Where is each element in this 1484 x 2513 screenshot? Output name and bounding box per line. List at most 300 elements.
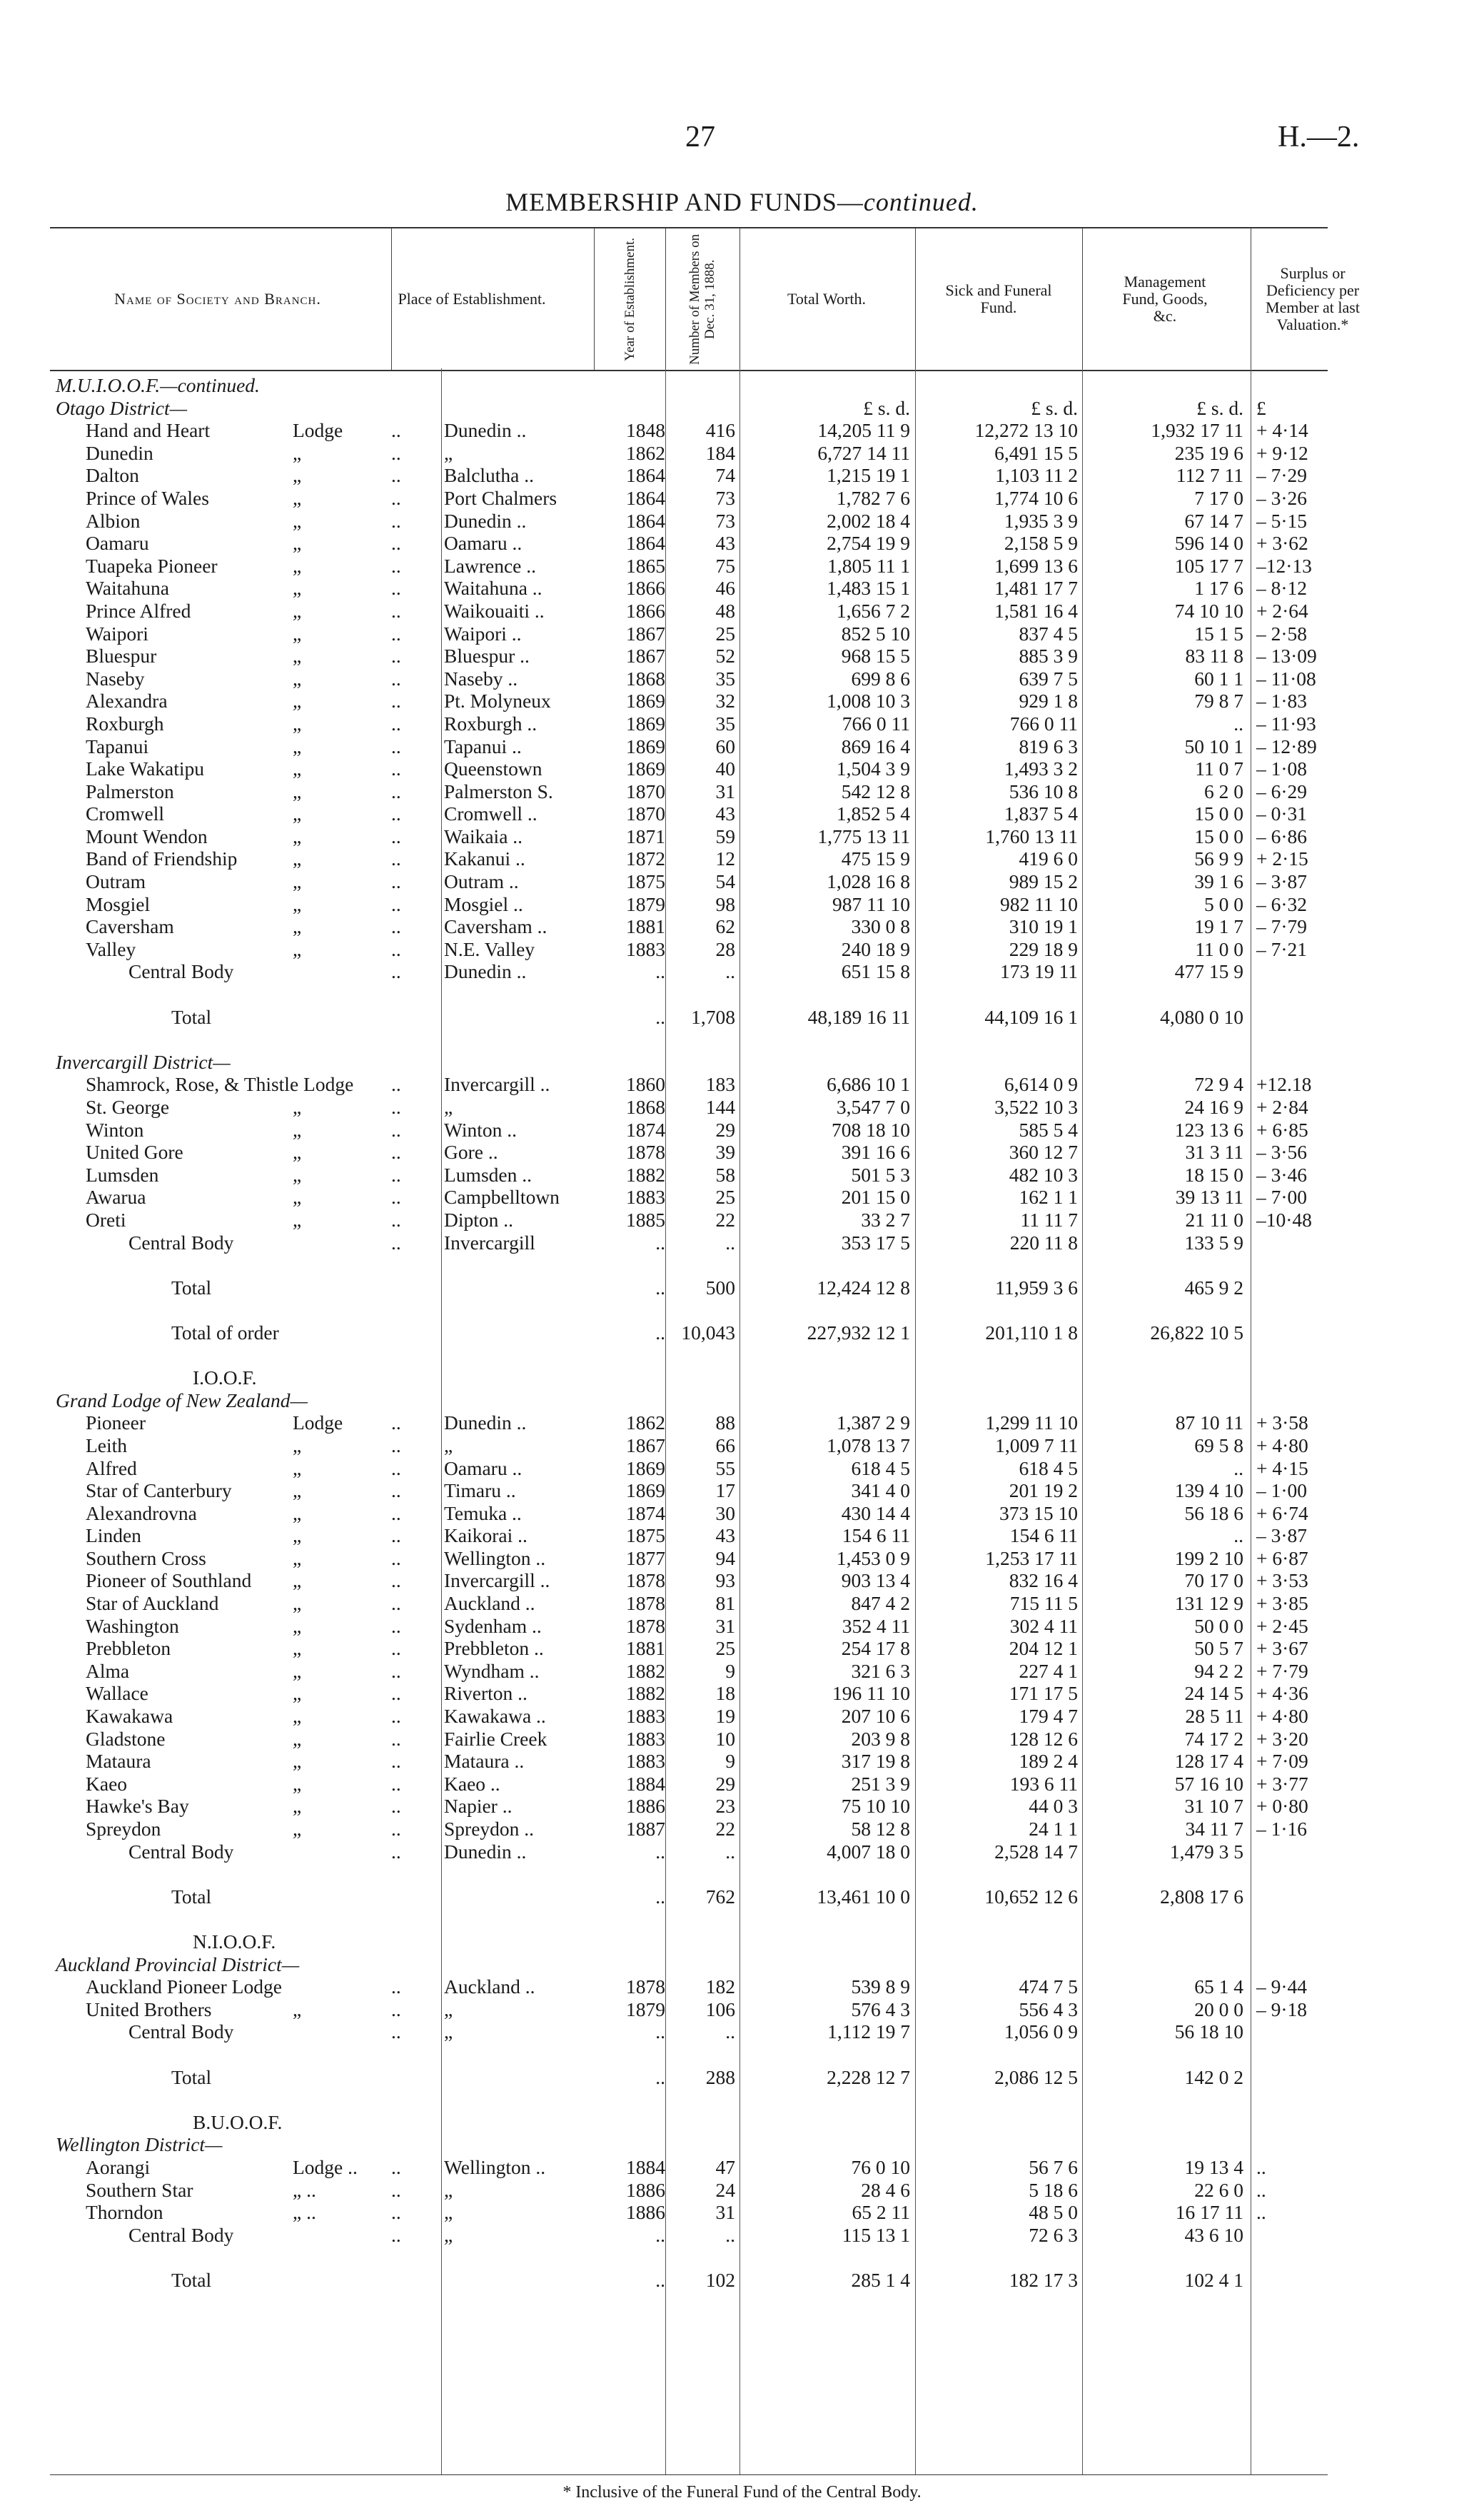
total-row (50, 2066, 1328, 2089)
cell-mf: 26,822 10 5 (1150, 1321, 1243, 1344)
header-place: Place of Establishment. (398, 290, 546, 308)
cell-name: Dunedin (86, 441, 153, 464)
table-row (50, 1299, 1328, 1321)
cell-mem: 40 (715, 757, 735, 780)
cell-sd: £ (1256, 396, 1266, 419)
leader-dots: .. (391, 1592, 401, 1615)
cell-place: Timaru .. (444, 1479, 516, 1502)
cell-mf: 15 1 5 (1194, 622, 1243, 645)
cell-name: Tapanui (86, 735, 149, 757)
table-row (50, 668, 1328, 690)
cell-name: Auckland Provincial District— (56, 1953, 300, 1975)
cell-tw: 203 9 8 (851, 1727, 910, 1750)
table-row (50, 1096, 1328, 1119)
cell-sd: – 3·46 (1256, 1163, 1308, 1186)
leader-dots: .. (391, 802, 401, 825)
leader-dots: .. (391, 1208, 401, 1231)
cell-mf: 15 0 0 (1194, 825, 1243, 847)
cell-tw: 501 5 3 (851, 1163, 910, 1186)
leader-dots: .. (391, 735, 401, 757)
cell-mem: 54 (715, 870, 735, 893)
cell-mf: .. (1233, 1524, 1243, 1547)
cell-mem: 73 (715, 509, 735, 532)
cell-name: Pioneer of Southland (86, 1569, 252, 1592)
cell-mem: 48 (715, 599, 735, 622)
cell-mem: 144 (705, 1096, 735, 1118)
cell-name: Awarua (86, 1186, 146, 1209)
table-row (50, 1344, 1328, 1367)
cell-mem: 500 (705, 1276, 735, 1299)
cell-sf: 6,614 0 9 (1004, 1073, 1078, 1096)
cell-mf: 65 1 4 (1194, 1975, 1243, 1998)
cell-sd: + 2·45 (1256, 1614, 1308, 1637)
table-row (50, 1908, 1328, 1930)
leader-dots: .. (391, 1637, 401, 1660)
cell-place: Dunedin .. (444, 509, 527, 532)
cell-mf: 139 4 10 (1174, 1479, 1243, 1502)
cell-place: „ (444, 2020, 453, 2043)
cell-sd: – 1·00 (1256, 1479, 1308, 1502)
cell-name: Total (171, 2065, 212, 2088)
cell-mem: 39 (715, 1141, 735, 1164)
leader-dots: .. (391, 1073, 401, 1096)
cell-mf: 19 13 4 (1184, 2155, 1243, 2178)
cell-tw: 251 3 9 (851, 1772, 910, 1795)
cell-mf: 56 9 9 (1194, 847, 1243, 870)
cell-sf: 44 0 3 (1029, 1795, 1078, 1818)
cell-mf: 24 14 5 (1184, 1682, 1243, 1705)
cell-sd: + 3·53 (1256, 1569, 1308, 1592)
leader-dots: .. (391, 509, 401, 532)
cell-sd: – 2·58 (1256, 622, 1308, 645)
cell-place: Balclutha .. (444, 464, 535, 487)
cell-place: „ (444, 441, 453, 464)
cell-tw: 154 6 11 (842, 1524, 910, 1547)
leader-dots: .. (391, 1705, 401, 1728)
cell-place: Invercargill .. (444, 1073, 550, 1096)
cell-sd: – 3·56 (1256, 1141, 1308, 1164)
cell-mf: 43 6 10 (1184, 2223, 1243, 2246)
cell-mf: 2,808 17 6 (1160, 1885, 1243, 1908)
table-row (50, 1795, 1328, 1818)
cell-mem: 182 (705, 1975, 735, 1998)
header-worth: Total Worth. (787, 290, 866, 308)
cell-sf: 220 11 8 (1009, 1231, 1078, 1254)
cell-lodge: „ (293, 1569, 302, 1592)
cell-sf: 360 12 7 (1009, 1141, 1078, 1164)
cell-sf: 1,581 16 4 (994, 599, 1078, 622)
cell-tw: 430 14 4 (841, 1501, 910, 1524)
cell-tw: 352 4 11 (842, 1614, 910, 1637)
cell-mem: 73 (715, 486, 735, 509)
cell-year: 1883 (626, 1186, 665, 1209)
cell-sf: 819 6 3 (1019, 735, 1078, 757)
cell-lodge: Lodge (293, 1411, 343, 1434)
cell-lodge: „ (293, 735, 302, 757)
cell-tw: 852 5 10 (841, 622, 910, 645)
cell-sd: +12.18 (1256, 1073, 1312, 1096)
table-row (50, 1728, 1328, 1751)
cell-mf: 74 17 2 (1184, 1727, 1243, 1750)
cell-year: 1883 (626, 937, 665, 960)
leader-dots: .. (391, 2155, 401, 2178)
cell-name: Winton (86, 1118, 144, 1141)
cell-place: „ (444, 1998, 453, 2020)
cell-lodge: „ (293, 464, 302, 487)
cell-sf: 3,522 10 3 (994, 1096, 1078, 1118)
cell-mf: 7 17 0 (1194, 486, 1243, 509)
cell-mf: £ s. d. (1196, 396, 1243, 419)
leader-dots: .. (391, 1141, 401, 1164)
cell-mf: 5 0 0 (1204, 892, 1243, 915)
cell-year: 1865 (626, 554, 665, 577)
leader-dots: .. (391, 464, 401, 487)
cell-year: .. (655, 2020, 665, 2043)
table-row (50, 1073, 1328, 1096)
cell-sd: – 13·09 (1256, 645, 1317, 668)
cell-lodge: „ (293, 1750, 302, 1773)
cell-mem: 9 (725, 1659, 735, 1682)
cell-mem: 31 (715, 1614, 735, 1637)
section-heading (50, 2111, 1328, 2134)
cell-sd: – 1·83 (1256, 690, 1308, 712)
cell-tw: 539 8 9 (851, 1975, 910, 1998)
table-row (50, 1186, 1328, 1209)
cell-mf: 83 11 8 (1185, 645, 1243, 668)
cell-lodge: „ (293, 1163, 302, 1186)
leader-dots: .. (391, 1818, 401, 1840)
cell-place: Kakanui .. (444, 847, 525, 870)
leader-dots: .. (391, 1479, 401, 1502)
cell-name: Pioneer (86, 1411, 146, 1434)
cell-place: Sydenham .. (444, 1614, 542, 1637)
cell-mem: 52 (715, 645, 735, 668)
cell-sd: + 3·62 (1256, 532, 1308, 555)
cell-name: Gladstone (86, 1727, 166, 1750)
cell-mem: 12 (715, 847, 735, 870)
cell-mem: 22 (715, 1818, 735, 1840)
cell-place: Lumsden .. (444, 1163, 532, 1186)
cell-year: 1872 (626, 847, 665, 870)
cell-mem: 47 (715, 2155, 735, 2178)
cell-year: 1868 (626, 1096, 665, 1118)
cell-mem: 25 (715, 622, 735, 645)
table-row (50, 1818, 1328, 1840)
table-row (50, 960, 1328, 983)
cell-sd: – 5·15 (1256, 509, 1308, 532)
leader-dots: .. (391, 1750, 401, 1773)
cell-sf: 639 7 5 (1019, 667, 1078, 690)
cell-tw: 240 18 9 (841, 937, 910, 960)
cell-mem: 31 (715, 2201, 735, 2224)
cell-mem: 19 (715, 1705, 735, 1728)
cell-name: United Brothers (86, 1998, 212, 2020)
cell-tw: 1,078 13 7 (827, 1434, 910, 1456)
table-row (50, 2246, 1328, 2269)
table-row (50, 1547, 1328, 1570)
cell-mf: 39 13 11 (1175, 1186, 1243, 1209)
cell-name: Central Body (128, 1231, 234, 1254)
cell-name: Lake Wakatipu (86, 757, 205, 780)
cell-name: Alexandra (86, 690, 168, 712)
cell-mem: 183 (705, 1073, 735, 1096)
leader-dots: .. (391, 2223, 401, 2246)
cell-sf: 2,158 5 9 (1004, 532, 1078, 555)
cell-lodge: „ (293, 757, 302, 780)
cell-mem: 29 (715, 1772, 735, 1795)
cell-sd: – 9·18 (1256, 1998, 1308, 2020)
cell-mf: 24 16 9 (1184, 1096, 1243, 1118)
cell-sd: + 4·80 (1256, 1705, 1308, 1728)
cell-lodge: „ (293, 667, 302, 690)
cell-lodge: „ (293, 1727, 302, 1750)
cell-year: 1878 (626, 1141, 665, 1164)
section-heading (50, 1051, 1328, 1074)
table-row (50, 555, 1328, 578)
cell-place: Dunedin .. (444, 1411, 527, 1434)
cell-mf: 18 15 0 (1184, 1163, 1243, 1186)
cell-sf: 12,272 13 10 (974, 419, 1078, 442)
cell-lodge: „ .. (293, 2178, 316, 2201)
cell-mf: 16 17 11 (1175, 2201, 1243, 2224)
cell-tw: 14,205 11 9 (817, 419, 910, 442)
cell-place: Napier .. (444, 1795, 513, 1818)
cell-place: Caversham .. (444, 915, 547, 938)
cell-sf: 171 17 5 (1009, 1682, 1078, 1705)
table-row (50, 577, 1328, 600)
cell-year: 1874 (626, 1501, 665, 1524)
title-main: MEMBERSHIP AND FUNDS— (505, 188, 864, 216)
cell-tw: 341 4 0 (851, 1479, 910, 1502)
cell-lodge: „ (293, 441, 302, 464)
cell-place: Dunedin .. (444, 960, 527, 983)
cell-name: Total (171, 1276, 212, 1299)
table-row (50, 2201, 1328, 2224)
cell-mem: 35 (715, 712, 735, 735)
table-row (50, 2224, 1328, 2247)
cell-mem: 43 (715, 532, 735, 555)
cell-mem: 762 (705, 1885, 735, 1908)
cell-mem: 18 (715, 1682, 735, 1705)
cell-sf: 162 1 1 (1019, 1186, 1078, 1209)
table-row (50, 1119, 1328, 1142)
cell-sf: 929 1 8 (1019, 690, 1078, 712)
cell-place: Roxburgh .. (444, 712, 537, 735)
cell-sf: 715 11 5 (1009, 1592, 1078, 1615)
table-row (50, 1773, 1328, 1796)
cell-sd: – 1·08 (1256, 757, 1308, 780)
cell-mem: .. (725, 1231, 735, 1254)
cell-mf: 79 8 7 (1194, 690, 1243, 712)
cell-sf: 44,109 16 1 (984, 1005, 1078, 1028)
cell-place: Riverton .. (444, 1682, 528, 1705)
cell-sf: 201 19 2 (1009, 1479, 1078, 1502)
cell-year: 1862 (626, 441, 665, 464)
cell-name: Total (171, 1005, 212, 1028)
cell-mem: 102 (705, 2268, 735, 2291)
cell-place: Dunedin .. (444, 1840, 527, 1863)
cell-year: .. (655, 1276, 665, 1299)
cell-name: Linden (86, 1524, 141, 1547)
cell-name: Total of order (171, 1321, 279, 1344)
cell-year: 1886 (626, 1795, 665, 1818)
cell-tw: 2,002 18 4 (827, 509, 910, 532)
cell-lodge: „ (293, 1141, 302, 1164)
cell-tw: 1,453 0 9 (836, 1546, 910, 1569)
cell-place: Wellington .. (444, 2155, 546, 2178)
leader-dots: .. (391, 780, 401, 802)
cell-tw: 48,189 16 11 (807, 1005, 910, 1028)
table-row (50, 419, 1328, 442)
cell-sf: 1,935 3 9 (1004, 509, 1078, 532)
cell-mem: 60 (715, 735, 735, 757)
table-row (50, 757, 1328, 780)
cell-sf: 1,299 11 10 (985, 1411, 1078, 1434)
cell-sd: + 9·12 (1256, 441, 1308, 464)
cell-year: 1864 (626, 464, 665, 487)
table-row (50, 802, 1328, 825)
cell-lodge: „ (293, 780, 302, 802)
leader-dots: .. (391, 599, 401, 622)
cell-name: Leith (86, 1434, 128, 1456)
cell-sd: + 4·36 (1256, 1682, 1308, 1705)
cell-tw: 3,547 7 0 (836, 1096, 910, 1118)
leader-dots: .. (391, 532, 401, 555)
cell-sf: 11 11 7 (1020, 1208, 1078, 1231)
leader-dots: .. (391, 757, 401, 780)
cell-sf: 885 3 9 (1019, 645, 1078, 668)
total-row (50, 1006, 1328, 1029)
cell-sd: + 0·80 (1256, 1795, 1308, 1818)
cell-sf: 310 19 1 (1009, 915, 1078, 938)
cell-year: 1874 (626, 1118, 665, 1141)
cell-name: Roxburgh (86, 712, 164, 735)
cell-tw: 353 17 5 (841, 1231, 910, 1254)
leader-dots: .. (391, 622, 401, 645)
leader-dots: .. (391, 712, 401, 735)
cell-name: Prince of Wales (86, 486, 209, 509)
cell-place: Queenstown (444, 757, 542, 780)
total-row (50, 2269, 1328, 2292)
cell-mem: 94 (715, 1546, 735, 1569)
cell-mem: 9 (725, 1750, 735, 1773)
cell-name: United Gore (86, 1141, 183, 1164)
leader-dots: .. (391, 1682, 401, 1705)
cell-lodge: Lodge (293, 419, 343, 442)
cell-year: .. (655, 1231, 665, 1254)
cell-mf: 142 0 2 (1184, 2065, 1243, 2088)
cell-sd: – 7·79 (1256, 915, 1308, 938)
cell-sf: 11,959 3 6 (995, 1276, 1078, 1299)
cell-year: 1875 (626, 870, 665, 893)
leader-dots: .. (391, 1411, 401, 1434)
cell-year: 1868 (626, 667, 665, 690)
cell-tw: 1,387 2 9 (836, 1411, 910, 1434)
cell-year: 1867 (626, 622, 665, 645)
leader-dots: .. (391, 1186, 401, 1209)
cell-name: Prince Alfred (86, 599, 191, 622)
cell-mem: 66 (715, 1434, 735, 1456)
cell-mem: 35 (715, 667, 735, 690)
section-heading (50, 1953, 1328, 1976)
table-row (50, 464, 1328, 487)
cell-sf: 302 4 11 (1009, 1614, 1078, 1637)
cell-name: Oreti (86, 1208, 126, 1231)
cell-mem: .. (725, 2020, 735, 2043)
cell-lodge: „ (293, 645, 302, 668)
cell-name: Kaeo (86, 1772, 128, 1795)
cell-mf: 128 17 4 (1174, 1750, 1243, 1773)
cell-year: 1879 (626, 1998, 665, 2020)
cell-sf: 2,528 14 7 (994, 1840, 1078, 1863)
table-row (50, 2156, 1328, 2179)
cell-place: „ (444, 2201, 453, 2224)
cell-sd: + 6·87 (1256, 1546, 1308, 1569)
cell-mem: 88 (715, 1411, 735, 1434)
cell-sf: 373 15 10 (999, 1501, 1078, 1524)
document-code: H.—2. (1278, 121, 1360, 153)
cell-lodge: „ (293, 554, 302, 577)
cell-name: Central Body (128, 1840, 234, 1863)
cell-sd: – 3·26 (1256, 486, 1308, 509)
table-row (50, 1637, 1328, 1660)
cell-name: Grand Lodge of New Zealand— (56, 1389, 308, 1411)
cell-name: N.I.O.O.F. (193, 1930, 276, 1953)
cell-sf: 227 4 1 (1019, 1659, 1078, 1682)
cell-year: .. (655, 2065, 665, 2088)
cell-lodge: „ (293, 1501, 302, 1524)
cell-sf: 1,760 13 11 (985, 825, 1078, 847)
cell-lodge: „ (293, 1524, 302, 1547)
cell-tw: 903 13 4 (841, 1569, 910, 1592)
cell-name: Shamrock, Rose, & Thistle Lodge (86, 1073, 354, 1096)
cell-mem: 75 (715, 554, 735, 577)
leader-dots: .. (391, 1118, 401, 1141)
cell-mem: 29 (715, 1118, 735, 1141)
cell-lodge: „ (293, 532, 302, 555)
cell-mem: 28 (715, 937, 735, 960)
table-row (50, 847, 1328, 870)
leader-dots: .. (391, 1456, 401, 1479)
cell-lodge: „ (293, 712, 302, 735)
leader-dots: .. (391, 2201, 401, 2224)
cell-mem: 106 (705, 1998, 735, 2020)
cell-name: Oamaru (86, 532, 149, 555)
table-body (50, 374, 1328, 2291)
cell-mf: 20 0 0 (1194, 1998, 1243, 2020)
table-row (50, 1660, 1328, 1683)
cell-name: Naseby (86, 667, 145, 690)
cell-place: Dipton .. (444, 1208, 514, 1231)
cell-place: Port Chalmers (444, 486, 557, 509)
cell-name: Otago District— (56, 396, 188, 419)
cell-lodge: „ (293, 1998, 302, 2020)
table-row (50, 1502, 1328, 1525)
cell-mf: 69 5 8 (1194, 1434, 1243, 1456)
cell-place: N.E. Valley (444, 937, 535, 960)
cell-sd: + 7·09 (1256, 1750, 1308, 1773)
cell-mf: 22 6 0 (1194, 2178, 1243, 2201)
cell-name: Aorangi (86, 2155, 151, 2178)
cell-sd: .. (1256, 2178, 1266, 2201)
cell-name: Auckland Pioneer Lodge (86, 1975, 282, 1998)
leader-dots: .. (391, 2020, 401, 2043)
table-row (50, 870, 1328, 893)
cell-place: Mosgiel .. (444, 892, 523, 915)
cell-year: 1886 (626, 2178, 665, 2201)
leader-dots: .. (391, 1569, 401, 1592)
cell-tw: 1,008 10 3 (827, 690, 910, 712)
